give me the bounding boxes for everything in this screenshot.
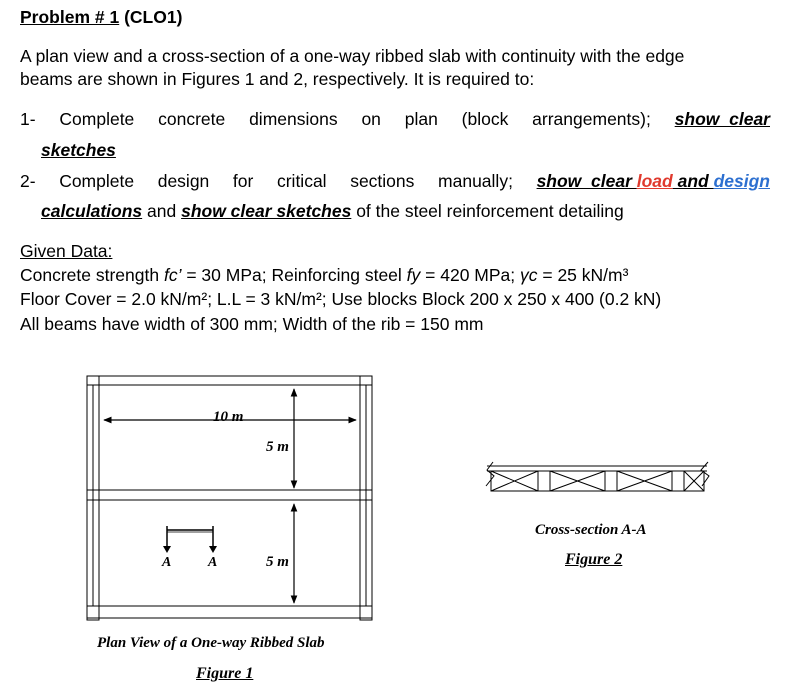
middle-beam [87,490,372,500]
gamma-symbol: γc [520,265,538,285]
rib [538,471,550,491]
task-1-emphasis: show clear [674,109,770,129]
section-label-right: A [208,555,218,570]
cross-section-drawing [486,462,709,491]
task-2-load: load [636,171,673,191]
task-2-word: for [232,171,254,191]
task-2-word: Complete [59,171,135,191]
task-1-number: 1- [20,109,36,129]
section-label-left: A [162,555,172,570]
task-2-show-sketches: show clear sketches [181,201,352,221]
task-2-word: critical [276,171,327,191]
task-2-calculations: calculations [41,201,143,221]
task-2-number: 2- [20,171,36,191]
intro-line-2: beams are shown in Figures 1 and 2, respectively. It is required to: [20,69,535,89]
rib [605,471,617,491]
given-text: = 30 MPa; Reinforcing steel [181,265,407,285]
fc-symbol: fc’ [163,265,182,285]
given-heading: Given Data: [20,241,113,261]
rib [672,471,684,491]
given-line-2: Floor Cover = 2.0 kN/m²; L.L = 3 kN/m²; Use blocks Block 200 x 250 x 400 (0.2 kN) [20,289,662,309]
task-1-word: concrete [158,109,226,129]
problem-clo: (CLO1) [119,7,183,27]
given-text: = 420 MPa; [420,265,520,285]
span-label: 10 m [213,409,244,425]
figure-2-label: Figure 2 [565,551,623,568]
section-cut-marker [167,526,213,546]
problem-title: Problem # 1 [20,7,120,27]
task-1-word: dimensions [249,109,338,129]
bottom-beam [87,606,372,618]
figure-1-caption: Plan View of a One-way Ribbed Slab [97,635,325,651]
task-1-word: on [361,109,381,129]
given-text: Concrete strength [20,265,164,285]
task-2-and: and [672,171,714,191]
section-arrow-right-icon [209,546,217,553]
bay-2-label: 5 m [266,554,289,570]
task-2-show-clear: show clear [536,171,637,191]
task-1-word: Complete [59,109,135,129]
task-1-emphasis-2: sketches [41,140,116,160]
figure-1-label: Figure 1 [196,665,254,682]
intro-line-1: A plan view and a cross-section of a one-way ribbed slab with continuity with the edge [20,46,685,66]
fy-symbol: fy [406,265,421,285]
top-beam [87,376,372,385]
task-2-tail: of the steel reinforcement detailing [351,201,624,221]
given-text: = 25 kN/m³ [537,265,629,285]
task-2-word: manually; [438,171,513,191]
task-2-word: design [157,171,210,191]
task-1-word: arrangements); [532,109,651,129]
task-1-word: (block [461,109,509,129]
given-line-3: All beams have width of 300 mm; Width of the rib = 150 mm [20,314,484,334]
task-2-and-2: and [142,201,182,221]
bay-1-label: 5 m [266,439,289,455]
task-1-word: plan [404,109,438,129]
task-2-design: design [713,171,770,191]
figure-2-caption: Cross-section A-A [535,522,647,538]
task-2-word: sections [350,171,415,191]
section-arrow-left-icon [163,546,171,553]
